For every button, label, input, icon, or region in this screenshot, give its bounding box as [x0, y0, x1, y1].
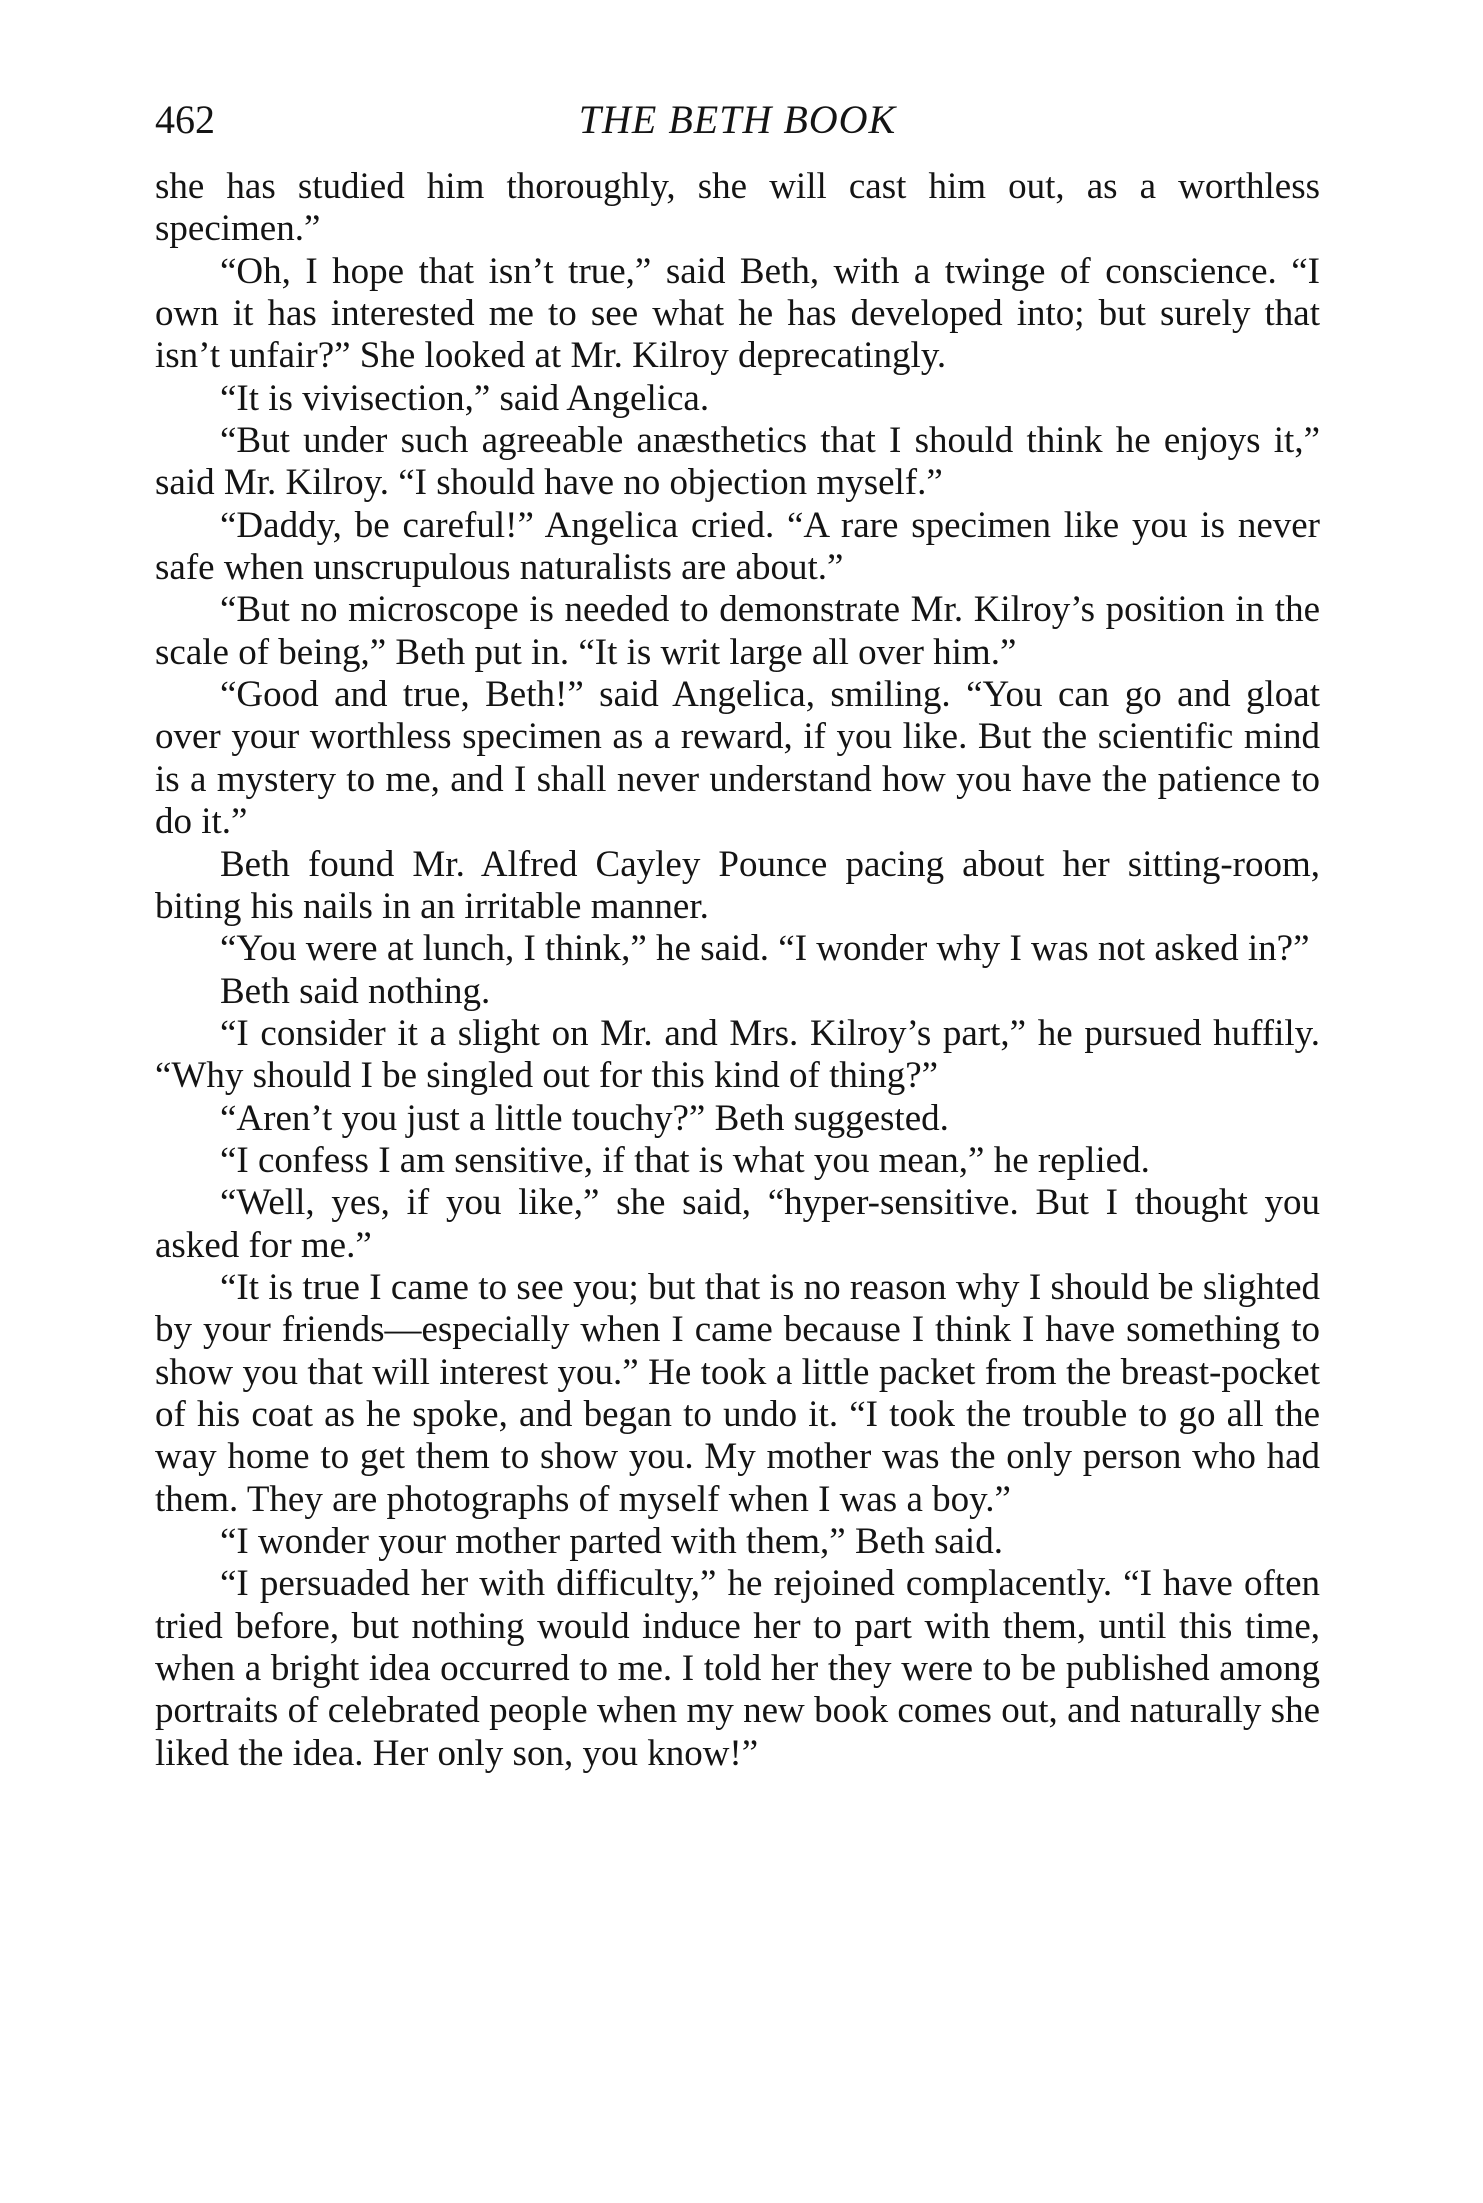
paragraph: “Well, yes, if you like,” she said, “hyper-sensitive. But I thought you asked for me.”	[155, 1182, 1320, 1266]
paragraph: “Oh, I hope that isn’t true,” said Beth, with a twinge of conscience. “I own it has interested me to see what he has developed into; but surely that isn’t unfair?” She looked at Mr. Kilroy deprecatingly.	[155, 250, 1320, 377]
paragraph: “Aren’t you just a little touchy?” Beth suggested.	[220, 1097, 949, 1139]
paragraph: “I consider it a slight on Mr. and Mrs. Kilroy’s part,” he pursued huffily. “Why should I be singled out for this kind of thing?”	[155, 1012, 1320, 1097]
paragraph: “Daddy, be careful!” Angelica cried. “A rare specimen like you is never safe when unscrupulous naturalists are about.”	[155, 504, 1320, 589]
paragraph: “You were at lunch, I think,” he said. “I wonder why I was not asked in?”	[220, 928, 1310, 970]
body-text	[155, 166, 1320, 1775]
paragraph: “But under such agreeable anæsthetics that I should think he enjoys it,” said Mr. Kilroy. “I should have no objection myself.”	[155, 420, 1320, 504]
paragraph: “It is vivisection,” said Angelica.	[220, 377, 710, 419]
paragraph: “But no microscope is needed to demonstrate Mr. Kilroy’s position in the scale of being,” Beth put in. “It is writ large all over him.”	[155, 589, 1320, 673]
book-page	[155, 97, 1320, 1775]
paragraph: “I persuaded her with difficulty,” he rejoined complacently. “I have often tried before, but nothing would induce her to part with them, until this time, when a bright idea occurred to me. I told her they were to be published among portraits of celebrated people when my new book comes out, and naturally she liked the idea. Her only son, you know!”	[155, 1563, 1320, 1774]
paragraph: Beth said nothing.	[220, 970, 491, 1012]
running-title: THE BETH BOOK	[578, 97, 897, 142]
page-number: 462	[155, 97, 215, 142]
paragraph: Beth found Mr. Alfred Cayley Pounce pacing about her sitting-room, biting his nails in an irritable manner.	[155, 843, 1320, 927]
paragraph: “I wonder your mother parted with them,” Beth said.	[220, 1521, 1003, 1562]
paragraph: “Good and true, Beth!” said Angelica, smiling. “You can go and gloat over your worthless specimen as a reward, if you like. But the scientific mind is a mystery to me, and I shall never understand how you have the patience to do it.”	[155, 674, 1320, 843]
page-header	[155, 97, 1320, 164]
paragraph: “It is true I came to see you; but that is no reason why I should be slighted by your friends—especially when I came because I think I have something to show you that will interest you.” He took a little packet from the breast-pocket of his coat as he spoke, and began to undo it. “I took the trouble to go all the way home to get them to show you. My mother was the only person who had them. They are photographs of myself when I was a boy.”	[155, 1266, 1320, 1520]
paragraph: she has studied him thoroughly, she will cast him out, as a worthless specimen.”	[155, 166, 1320, 250]
paragraph: “I confess I am sensitive, if that is what you mean,” he replied.	[220, 1139, 1150, 1181]
